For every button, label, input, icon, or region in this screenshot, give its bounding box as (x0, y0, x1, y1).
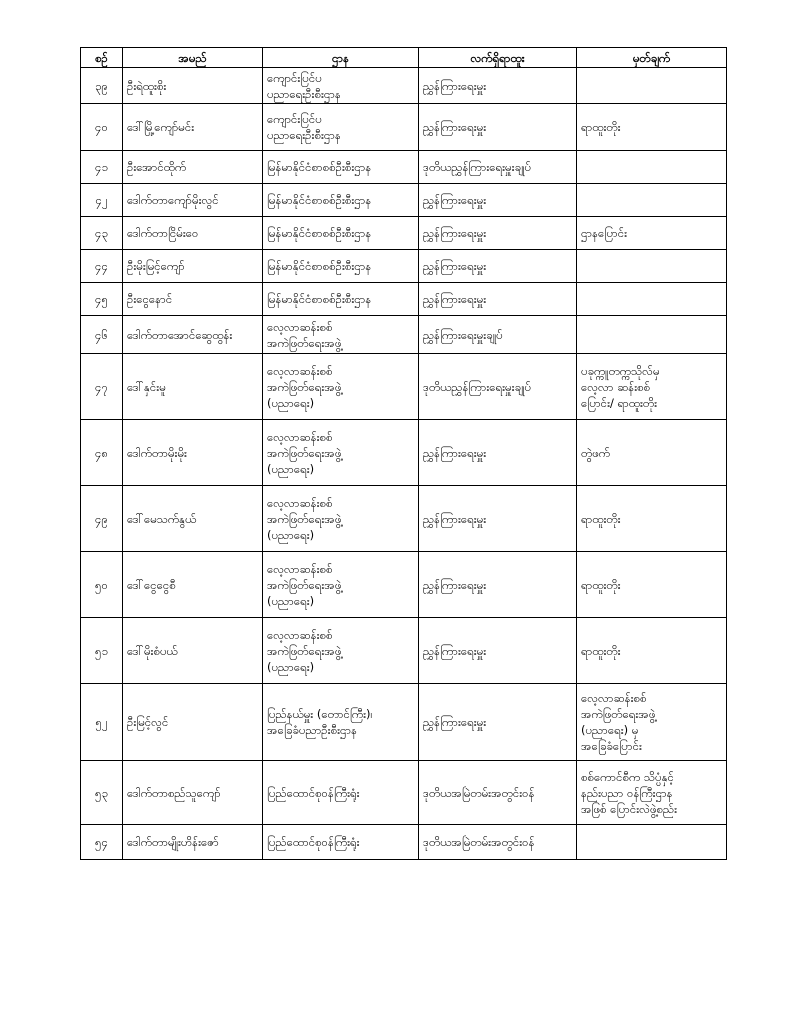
remark-cell (577, 825, 727, 860)
department-line: (ပညာရေး) (267, 461, 315, 476)
department-line: လေ့လာဆန်းစစ် (267, 561, 333, 576)
remark-line: ဌာနပြောင်း (581, 226, 628, 240)
table-row (81, 217, 727, 250)
table-body (81, 68, 727, 860)
table-row (81, 151, 727, 184)
department-line: ပြည်နယ်မှူး (တောင်ကြီး)၊ (267, 707, 373, 721)
current-position: ညွှန်ကြားရေးမှူး (423, 78, 487, 93)
department-cell (263, 184, 419, 217)
row-number: ၄၁ (95, 160, 108, 174)
remark-line: အခြေခံပြောင်း (581, 739, 642, 753)
row-number: ၄၃ (95, 226, 108, 240)
remark-cell (577, 316, 727, 354)
department-line: အကဲဖြတ်ရေးအဖွဲ့ (267, 379, 342, 394)
name-cell (123, 684, 263, 761)
position-cell (419, 486, 577, 552)
remark-cell (577, 184, 727, 217)
remark-line: ရာထူးတိုး (581, 120, 621, 134)
person-name: ဒေါ်နှင်းမူ (127, 379, 166, 394)
department-cell (263, 104, 419, 151)
row-number: ၄၀ (95, 120, 108, 134)
department-line: အကဲဖြတ်ရေးအဖွဲ့ (267, 511, 342, 526)
row-number: ၄၉ (95, 511, 108, 526)
row-number-cell (81, 283, 123, 316)
row-number-cell (81, 104, 123, 151)
name-cell (123, 68, 263, 104)
position-cell (419, 684, 577, 761)
table-row (81, 420, 727, 486)
row-number-cell (81, 618, 123, 684)
name-cell (123, 217, 263, 250)
remark-line: (ပညာရေး) မှ (581, 723, 639, 737)
department-line: ပြည်ထောင်စုဝန်ကြီးရုံး (267, 785, 360, 800)
department-cell (263, 618, 419, 684)
position-cell (419, 825, 577, 860)
remark-cell (577, 104, 727, 151)
name-cell (123, 250, 263, 283)
remark-line: နည်းပညာ ဝန်ကြီးဌာန (581, 785, 673, 800)
current-position: ညွှန်ကြားရေးမှူး (423, 643, 487, 658)
header-current-position: လက်ရှိရာထူး (419, 48, 577, 68)
name-cell (123, 104, 263, 151)
remark-cell (577, 618, 727, 684)
department-line: မြန်မာနိုင်ငံစာစစ်ဦးစီးဌာန (267, 226, 372, 240)
person-name: ဦးငွေနောင် (127, 292, 173, 306)
table-row (81, 761, 727, 825)
table-row (81, 684, 727, 761)
remark-line: လေ့လာ ဆန်းစစ် (581, 379, 651, 394)
department-line: အကဲဖြတ်ရေးအဖွဲ့ (267, 577, 342, 592)
remark-cell (577, 420, 727, 486)
department-line: ကျောင်းပြင်ပ (267, 70, 322, 85)
department-line: လေ့လာဆန်းစစ် (267, 363, 333, 378)
person-name: ဦးအောင်ထိုက် (127, 160, 187, 174)
table-row (81, 486, 727, 552)
row-number: ၄၂ (95, 193, 108, 207)
department-cell (263, 250, 419, 283)
department-line: ပြည်ထောင်စုဝန်ကြီးရုံး (267, 835, 360, 849)
person-name: ဦးရဲထူးစိုး (127, 78, 167, 93)
row-number: ၄၈ (94, 445, 109, 460)
department-line: မြန်မာနိုင်ငံစာစစ်ဦးစီးဌာန (267, 193, 372, 207)
position-cell (419, 184, 577, 217)
name-cell (123, 316, 263, 354)
department-line: လေ့လာဆန်းစစ် (267, 495, 333, 510)
current-position: ညွှန်ကြားရေးမှူး (423, 259, 487, 273)
remark-cell (577, 68, 727, 104)
person-name: ဒေါက်တာစည်သူကျော် (127, 785, 221, 800)
position-cell (419, 552, 577, 618)
remark-line: တွဲဖက် (581, 445, 611, 460)
name-cell (123, 486, 263, 552)
position-cell (419, 151, 577, 184)
position-cell (419, 68, 577, 104)
name-cell (123, 552, 263, 618)
position-cell (419, 354, 577, 420)
row-number: ၄၇ (95, 379, 108, 394)
position-cell (419, 104, 577, 151)
remark-cell (577, 250, 727, 283)
current-position: ညွှန်ကြားရေးမှူးချုပ် (423, 327, 503, 342)
table-row (81, 618, 727, 684)
department-cell (263, 316, 419, 354)
department-cell (263, 68, 419, 104)
row-number: ၅၄ (95, 835, 108, 849)
current-position: ညွှန်ကြားရေးမှူး (423, 445, 487, 460)
person-name: ဒေါက်တာမိုးမိုး (127, 445, 187, 460)
remark-cell (577, 217, 727, 250)
table-row (81, 283, 727, 316)
row-number-cell (81, 761, 123, 825)
position-cell (419, 316, 577, 354)
department-cell (263, 552, 419, 618)
row-number-cell (81, 354, 123, 420)
department-line: ပညာရေးဦးစီးဌာန (267, 128, 341, 142)
current-position: ဒုတိယညွှန်ကြားရေးမှူးချုပ် (423, 379, 532, 394)
person-name: ဦးမိုးမြင့်ကျော် (127, 259, 185, 273)
table-row (81, 354, 727, 420)
header-department: ဌာန (263, 48, 419, 68)
current-position: ဒုတိယအမြဲတမ်းအတွင်းဝန် (423, 835, 535, 849)
remark-line: ရာထူးတိုး (581, 577, 621, 592)
table-row (81, 316, 727, 354)
person-name: ဒေါ်ငွေငွေစီ (127, 577, 176, 592)
remark-line: အဖြစ် ပြောင်းလဲဖွဲ့စည်း (581, 801, 678, 816)
department-cell (263, 825, 419, 860)
row-number: ၄၆ (95, 327, 108, 342)
remark-cell (577, 354, 727, 420)
row-number-cell (81, 316, 123, 354)
department-cell (263, 420, 419, 486)
department-cell (263, 354, 419, 420)
department-line: ကျောင်းပြင်ပ (267, 112, 322, 126)
row-number-cell (81, 250, 123, 283)
remark-cell (577, 283, 727, 316)
remark-cell (577, 684, 727, 761)
row-number-cell (81, 486, 123, 552)
position-cell (419, 283, 577, 316)
remark-line: ရာထူးတိုး (581, 511, 621, 526)
remark-line: ပခုက္ကူတက္ကသိုလ်မှ (581, 363, 660, 378)
department-line: လေ့လာဆန်းစစ် (267, 627, 333, 642)
name-cell (123, 420, 263, 486)
name-cell (123, 283, 263, 316)
row-number-cell (81, 68, 123, 104)
table-row (81, 104, 727, 151)
table-header (81, 48, 727, 68)
current-position: ဒုတိယညွှန်ကြားရေးမှူးချုပ် (423, 160, 532, 174)
current-position: ညွှန်ကြားရေးမှူး (423, 292, 487, 306)
row-number-cell (81, 825, 123, 860)
name-cell (123, 354, 263, 420)
current-position: ညွှန်ကြားရေးမှူး (423, 120, 487, 134)
person-name: ဦးမြင့်လွင် (127, 715, 169, 729)
department-line: အကဲဖြတ်ရေးအဖွဲ့ (267, 335, 342, 350)
department-line: အကဲဖြတ်ရေးအဖွဲ့ (267, 445, 342, 460)
row-number: ၄၅ (95, 292, 108, 306)
row-number-cell (81, 420, 123, 486)
position-cell (419, 250, 577, 283)
remark-cell (577, 761, 727, 825)
row-number: ၃၉ (95, 78, 108, 93)
department-line: လေ့လာဆန်းစစ် (267, 319, 333, 334)
department-cell (263, 486, 419, 552)
name-cell (123, 618, 263, 684)
department-cell (263, 761, 419, 825)
person-name: ဒေါ်မေသက်နွယ် (127, 511, 197, 526)
position-cell (419, 217, 577, 250)
header-row (81, 48, 727, 68)
position-cell (419, 761, 577, 825)
table-row (81, 68, 727, 104)
remark-line: ပြောင်း/ ရာထူးတိုး (581, 395, 658, 410)
table-row (81, 552, 727, 618)
table-row (81, 184, 727, 217)
department-line: မြန်မာနိုင်ငံစာစစ်ဦးစီးဌာန (267, 292, 372, 306)
header-remarks: မှတ်ချက် (577, 48, 727, 68)
current-position: ဒုတိယအမြဲတမ်းအတွင်းဝန် (423, 785, 535, 800)
person-name: ဒေါ်မြို့ကျော်မင်း (127, 120, 195, 134)
department-line: လေ့လာဆန်းစစ် (267, 429, 333, 444)
person-name: ဒေါက်တာအောင်ဆွေထွန်း (127, 327, 233, 342)
remark-line: ရာထူးတိုး (581, 643, 621, 658)
row-number: ၅၁ (95, 643, 108, 658)
row-number: ၄၄ (95, 259, 108, 273)
person-name: ဒေါက်တာမျိုးဟိန်းဇော် (127, 835, 219, 849)
row-number-cell (81, 217, 123, 250)
department-line: (ပညာရေး) (267, 659, 315, 674)
department-line: ပညာရေးဦးစီးဌာန (267, 86, 341, 101)
person-name: ဒေါက်တာငြိမ်းဝေ (127, 226, 199, 240)
table-row (81, 825, 727, 860)
row-number-cell (81, 151, 123, 184)
staff-table (80, 47, 727, 860)
row-number: ၅၃ (95, 785, 108, 800)
remark-line: စစ်ကောင်စီက သိပ္ပံနှင့် (581, 769, 674, 784)
position-cell (419, 618, 577, 684)
remark-line: အကဲဖြတ်ရေးအဖွဲ့ (581, 707, 656, 721)
department-cell (263, 283, 419, 316)
department-line: အကဲဖြတ်ရေးအဖွဲ့ (267, 643, 342, 658)
department-cell (263, 151, 419, 184)
header-number: စဉ် (81, 48, 123, 68)
current-position: ညွှန်ကြားရေးမှူး (423, 226, 487, 240)
remark-cell (577, 151, 727, 184)
current-position: ညွှန်ကြားရေးမှူး (423, 715, 487, 729)
department-line: မြန်မာနိုင်ငံစာစစ်ဦးစီးဌာန (267, 160, 372, 174)
department-line: (ပညာရေး) (267, 593, 315, 608)
name-cell (123, 761, 263, 825)
department-cell (263, 217, 419, 250)
row-number: ၅၀ (95, 577, 108, 592)
header-name: အမည် (123, 48, 263, 68)
table-row (81, 250, 727, 283)
department-line: (ပညာရေး) (267, 527, 315, 542)
row-number-cell (81, 684, 123, 761)
name-cell (123, 184, 263, 217)
person-name: ဒေါက်တာကျော်မိုးလွင် (127, 193, 219, 207)
current-position: ညွှန်ကြားရေးမှူး (423, 577, 487, 592)
name-cell (123, 151, 263, 184)
department-line: မြန်မာနိုင်ငံစာစစ်ဦးစီးဌာန (267, 259, 372, 273)
current-position: ညွှန်ကြားရေးမှူး (423, 511, 487, 526)
department-line: အခြေခံပညာဦးစီးဌာန (267, 723, 358, 737)
remark-cell (577, 552, 727, 618)
department-cell (263, 684, 419, 761)
department-line: (ပညာရေး) (267, 395, 315, 410)
current-position: ညွှန်ကြားရေးမှူး (423, 193, 487, 207)
person-name: ဒေါ်မိုးစံပယ် (127, 643, 178, 658)
remark-cell (577, 486, 727, 552)
position-cell (419, 420, 577, 486)
remark-line: လေ့လာဆန်းစစ် (581, 691, 647, 705)
row-number-cell (81, 552, 123, 618)
name-cell (123, 825, 263, 860)
row-number-cell (81, 184, 123, 217)
row-number: ၅၂ (95, 715, 108, 729)
